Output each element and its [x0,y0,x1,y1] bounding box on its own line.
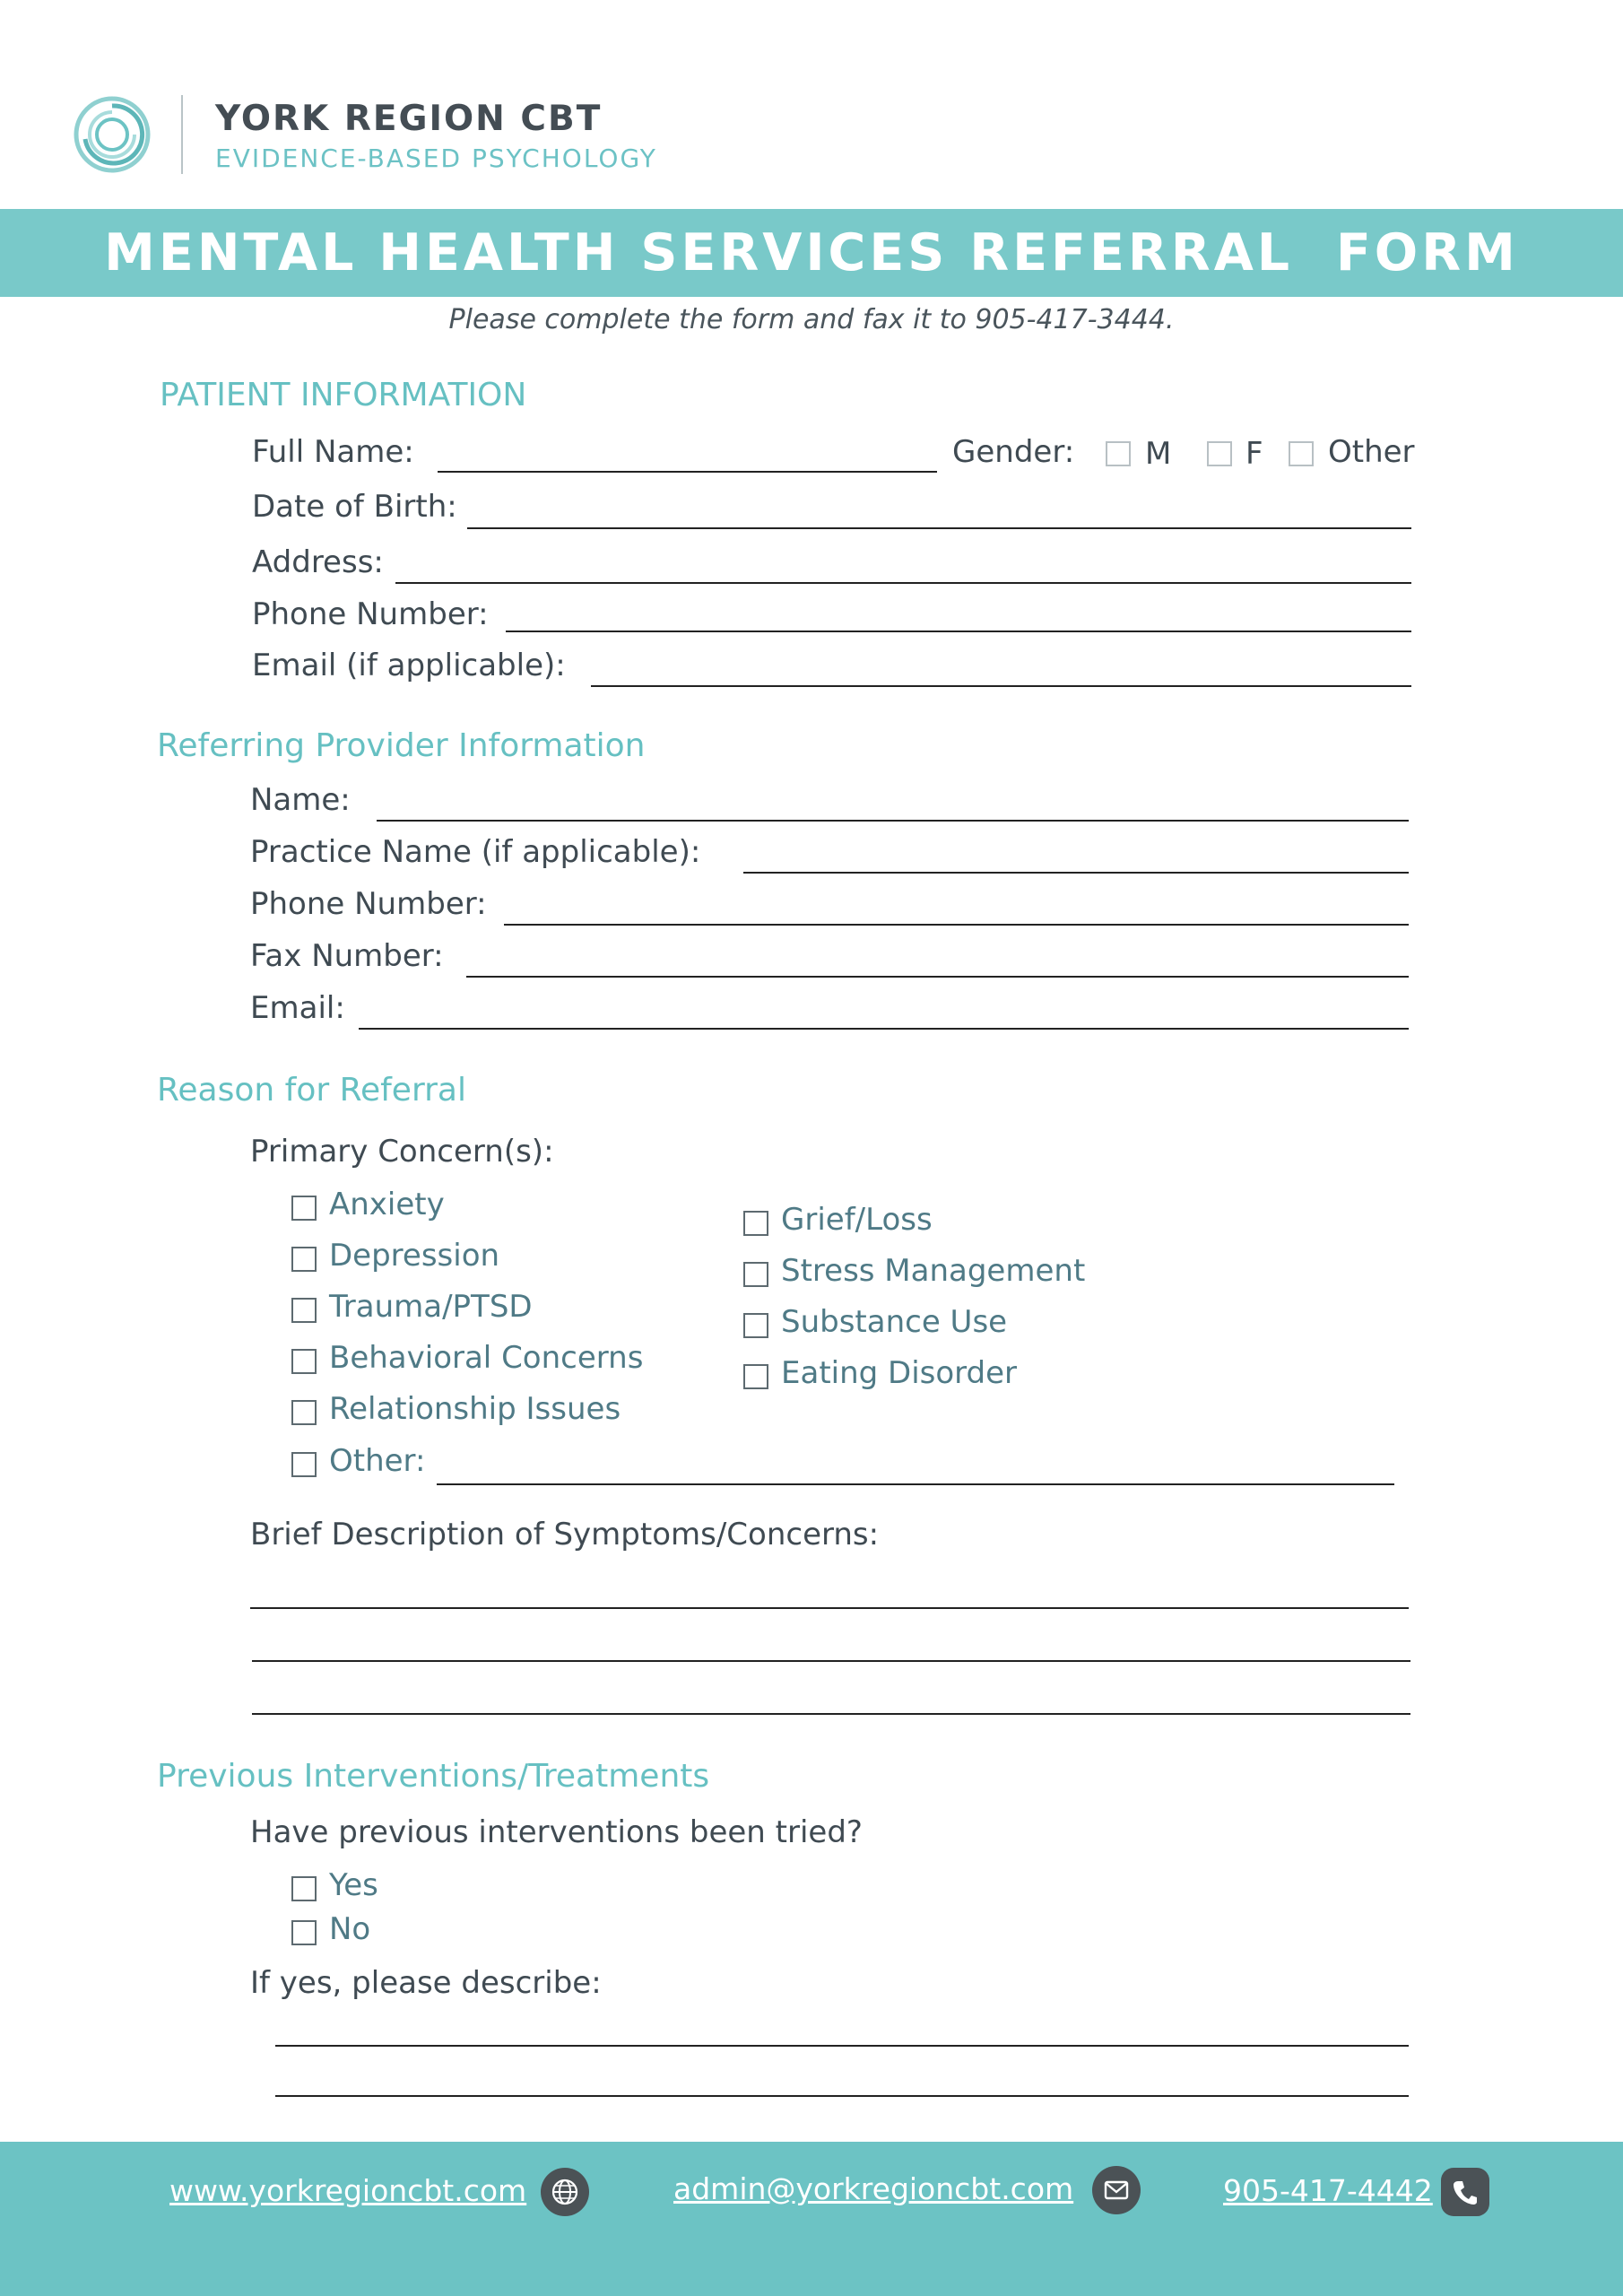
address-field[interactable] [395,582,1411,584]
provider-email-field[interactable] [359,1028,1409,1030]
section-title-previous: Previous Interventions/Treatments [157,1758,710,1795]
previous-yes-label: Yes [329,1867,378,1903]
footer-phone-link[interactable]: 905-417-4442 [1223,2173,1433,2208]
full-name-field[interactable] [438,471,937,473]
concern-relationship-checkbox[interactable] [291,1400,317,1425]
dob-field[interactable] [467,527,1411,529]
provider-name-field[interactable] [377,820,1409,822]
gender-label: Gender: [952,434,1075,470]
symptoms-line-1[interactable] [250,1607,1409,1609]
primary-concerns-label: Primary Concern(s): [250,1134,554,1170]
describe-line-1[interactable] [275,2045,1409,2047]
form-instructions: Please complete the form and fax it to 905-417-3444. [448,304,1175,335]
patient-email-label: Email (if applicable): [252,648,566,683]
concern-behavioral-label: Behavioral Concerns [329,1340,644,1376]
practice-name-field[interactable] [743,872,1409,874]
address-label: Address: [252,544,384,580]
concern-trauma-label: Trauma/PTSD [329,1289,533,1325]
full-name-label: Full Name: [252,434,414,470]
concern-substance-label: Substance Use [781,1304,1008,1340]
brand-name: YORK REGION CBT [215,99,603,139]
provider-phone-field[interactable] [504,924,1409,926]
concern-stress-label: Stress Management [781,1253,1086,1289]
provider-phone-label: Phone Number: [250,886,487,922]
concern-grief-label: Grief/Loss [781,1202,933,1238]
concern-behavioral-checkbox[interactable] [291,1349,317,1374]
envelope-icon[interactable] [1092,2166,1141,2214]
fax-number-field[interactable] [466,976,1409,978]
patient-phone-label: Phone Number: [252,596,489,632]
concern-eating-label: Eating Disorder [781,1355,1018,1391]
gender-f-checkbox[interactable] [1207,441,1232,466]
previous-no-checkbox[interactable] [291,1920,317,1945]
provider-email-label: Email: [250,990,345,1026]
patient-email-field[interactable] [591,685,1411,687]
concern-other-label: Other: [329,1443,426,1479]
symptoms-description-label: Brief Description of Symptoms/Concerns: [250,1517,880,1552]
gender-other-label: Other [1328,434,1415,470]
logo-swirl-icon [72,94,152,175]
concern-eating-checkbox[interactable] [743,1364,768,1389]
gender-other-checkbox[interactable] [1289,441,1314,466]
patient-phone-field[interactable] [506,631,1411,632]
dob-label: Date of Birth: [252,489,457,525]
logo-divider [181,95,183,174]
concern-grief-checkbox[interactable] [743,1211,768,1236]
symptoms-line-3[interactable] [252,1713,1410,1715]
brand-tagline: EVIDENCE-BASED PSYCHOLOGY [215,144,657,173]
concern-anxiety-label: Anxiety [329,1187,445,1222]
phone-icon[interactable] [1441,2168,1489,2216]
describe-label: If yes, please describe: [250,1965,602,2001]
gender-m-checkbox[interactable] [1106,441,1131,466]
practice-name-label: Practice Name (if applicable): [250,834,701,870]
provider-name-label: Name: [250,782,351,818]
previous-question: Have previous interventions been tried? [250,1814,863,1850]
section-title-patient: PATIENT INFORMATION [160,377,527,413]
footer-website-link[interactable]: www.yorkregioncbt.com [169,2173,527,2208]
footer-email-link[interactable]: admin@yorkregioncbt.com [673,2171,1074,2206]
concern-other-checkbox[interactable] [291,1452,317,1477]
concern-depression-label: Depression [329,1238,500,1274]
gender-m-label: M [1145,436,1172,472]
concern-depression-checkbox[interactable] [291,1247,317,1272]
concern-trauma-checkbox[interactable] [291,1298,317,1323]
describe-line-2[interactable] [275,2095,1409,2097]
concern-relationship-label: Relationship Issues [329,1391,621,1427]
footer-bar [0,2142,1623,2296]
previous-yes-checkbox[interactable] [291,1876,317,1901]
concern-stress-checkbox[interactable] [743,1262,768,1287]
globe-icon[interactable] [541,2168,589,2216]
concern-anxiety-checkbox[interactable] [291,1196,317,1221]
section-title-provider: Referring Provider Information [157,727,646,764]
symptoms-line-2[interactable] [252,1660,1410,1662]
previous-no-label: No [329,1911,371,1947]
gender-f-label: F [1245,436,1263,472]
fax-number-label: Fax Number: [250,938,444,974]
form-title: MENTAL HEALTH SERVICES REFERRAL FORM [104,223,1519,283]
concern-other-field[interactable] [437,1483,1394,1485]
section-title-referral: Reason for Referral [157,1072,466,1109]
concern-substance-checkbox[interactable] [743,1313,768,1338]
